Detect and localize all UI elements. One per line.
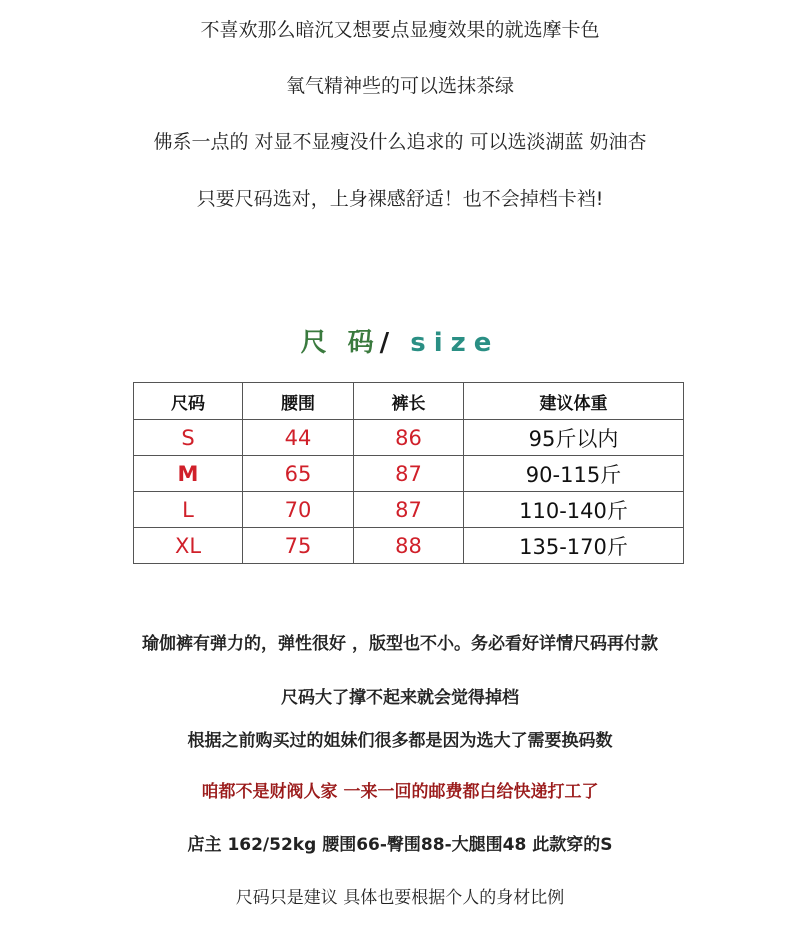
- cell-waist: 65: [243, 456, 354, 492]
- cell-weight: 90-115斤: [464, 456, 684, 492]
- header-length: 裤长: [354, 383, 464, 420]
- size-section-title: [0, 322, 800, 359]
- intro-line-2: 氧气精神些的可以选抹茶绿: [285, 75, 514, 97]
- cell-weight: 135-170斤: [464, 528, 684, 564]
- cell-waist: 75: [243, 528, 354, 564]
- size-chart-table: [133, 382, 684, 564]
- size-title-zh: 尺 码: [300, 328, 380, 358]
- cell-size: L: [134, 492, 243, 528]
- header-waist: 腰围: [243, 383, 354, 420]
- intro-line-3: 佛系一点的 对显不显瘦没什么追求的 可以选淡湖蓝 奶油杏: [153, 131, 647, 153]
- size-title-en: size: [410, 328, 500, 358]
- cell-weight: 110-140斤: [464, 492, 684, 528]
- note-line-5: 店主 162/52kg 腰围66-臀围88-大腿围48 此款穿的S: [187, 835, 613, 855]
- note-line-6: 尺码只是建议 具体也要根据个人的身材比例: [235, 888, 565, 908]
- cell-length: 86: [354, 420, 464, 456]
- intro-line-4: 只要尺码选对，上身裸感舒适！也不会掉档卡裆!: [196, 188, 604, 210]
- cell-size: XL: [134, 528, 243, 564]
- cell-length: 88: [354, 528, 464, 564]
- cell-size: M: [134, 456, 243, 492]
- intro-line-1: 不喜欢那么暗沉又想要点显瘦效果的就选摩卡色: [200, 19, 600, 41]
- size-title-separator: /: [379, 328, 396, 358]
- note-line-2: 尺码大了撑不起来就会觉得掉档: [281, 688, 519, 708]
- table-header-row: [134, 383, 684, 420]
- note-line-1: 瑜伽裤有弹力的，弹性很好 ，版型也不小。务必看好详情尺码再付款: [142, 634, 658, 654]
- cell-waist: 44: [243, 420, 354, 456]
- note-line-3: 根据之前购买过的姐妹们很多都是因为选大了需要换码数: [187, 731, 613, 751]
- header-size: 尺码: [134, 383, 243, 420]
- table-row: [134, 528, 684, 564]
- cell-weight: 95斤以内: [464, 420, 684, 456]
- table-row: [134, 420, 684, 456]
- header-weight: 建议体重: [464, 383, 684, 420]
- cell-length: 87: [354, 492, 464, 528]
- table-row: [134, 456, 684, 492]
- table-row: [134, 492, 684, 528]
- cell-size: S: [134, 420, 243, 456]
- note-line-4: 咱都不是财阀人家 一来一回的邮费都白给快递打工了: [201, 782, 599, 802]
- cell-waist: 70: [243, 492, 354, 528]
- cell-length: 87: [354, 456, 464, 492]
